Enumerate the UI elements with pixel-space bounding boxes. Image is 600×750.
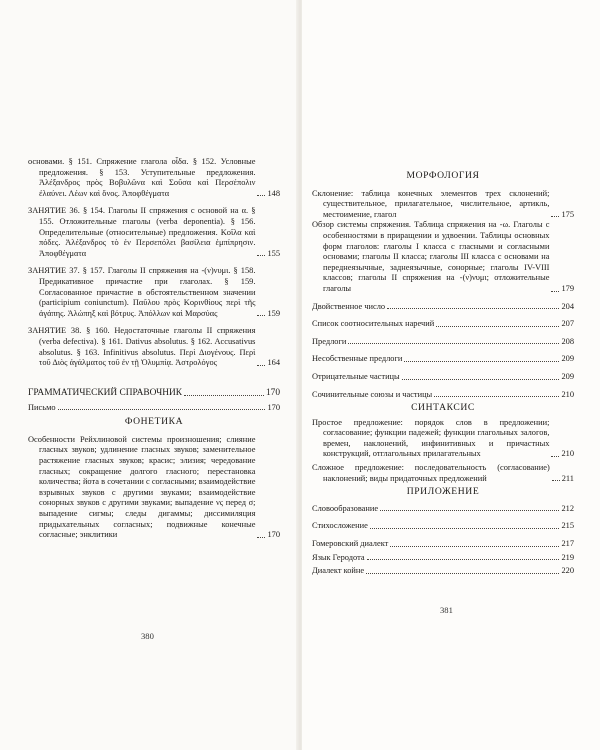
toc-section-grammar-reference <box>28 387 280 399</box>
toc-entry-text: Словообразование <box>312 503 379 513</box>
left-page <box>0 0 298 750</box>
toc-entry <box>312 189 574 221</box>
toc-entry <box>312 220 574 294</box>
toc-entry-page: 155 <box>267 248 280 258</box>
toc-entry-text: Обзор системы спряжения. Таблица спряжения на -ω. Глаголы с особенностями в приращении и удвоении. Таблицы основных форм глаголов: глаголы I класса с гласными и согласными основами; глаголы II класса; глаголы III класса с основами на переднеязычные, заднеязычные, сонорные; глаголы IV-VIII классов; глаголы II спряжения на -(ν)νυμι; отложительные глаголы <box>312 220 550 293</box>
toc-entry-page: 170 <box>265 387 280 398</box>
toc-entry <box>312 354 574 365</box>
toc-entry <box>28 435 280 541</box>
toc-entry-text: Простое предложение: порядок слов в предложении; согласование; функции падежей; функции глагольных залогов, времен, наклонений, инфинитивных и причастных конструкций, отглагольных прилагательных <box>312 417 550 459</box>
toc-entry-page: 208 <box>561 336 574 346</box>
toc-entry-writing <box>28 403 280 414</box>
toc-entry <box>312 463 574 484</box>
toc-entry-page: 220 <box>561 566 574 576</box>
dot-leader <box>552 480 560 481</box>
toc-entry <box>312 418 574 460</box>
toc-entry-page: 179 <box>561 283 574 293</box>
right-page <box>302 0 600 750</box>
dot-leader <box>257 365 265 366</box>
toc-entry <box>28 266 280 319</box>
dot-leader <box>387 308 559 309</box>
dot-leader <box>404 361 559 362</box>
toc-entry-page: 217 <box>561 539 574 549</box>
page-number: 380 <box>141 631 154 641</box>
toc-entry-text: ЗАНЯТИЕ 37. § 157. Глаголы II спряжения на -(ν)νυμι. § 158. Предикативное причастие при глаголах. § 159. Согласованное причастие в обстоятельственном значении (participium coniunctum). Παῦλου πρὸς Κορινθίους περὶ τῆς ἀγάπης. Ἀλώπηξ καὶ βότρυς. Ἀπόλλων καὶ Μαρσύας <box>28 266 256 318</box>
dot-leader <box>370 528 560 529</box>
toc-entry-page: 210 <box>561 449 574 459</box>
dot-leader <box>551 456 559 457</box>
toc-entry <box>312 566 574 577</box>
toc-entry-page: 209 <box>561 354 574 364</box>
toc-entry-page: 210 <box>561 389 574 399</box>
toc-entry <box>312 302 574 313</box>
dot-leader <box>551 216 559 217</box>
dot-leader <box>434 396 559 397</box>
right-toc-column <box>312 171 574 577</box>
toc-entry-page: 204 <box>561 301 574 311</box>
toc-entry-text: Предлоги <box>312 336 347 346</box>
section-heading-appendix: ПРИЛОЖЕНИЕ <box>406 486 480 498</box>
toc-entry-text: Сочинительные союзы и частицы <box>312 389 433 399</box>
toc-entry-text: Список соотносительных наречий <box>312 319 435 329</box>
toc-entry-page: 164 <box>267 358 280 368</box>
toc-entry <box>312 553 574 564</box>
toc-entry <box>312 521 574 532</box>
dot-leader <box>380 510 559 511</box>
toc-entry <box>28 206 280 259</box>
toc-entry-page: 170 <box>267 530 280 540</box>
toc-entry-text: Диалект койне <box>312 566 365 576</box>
dot-leader <box>257 315 265 316</box>
toc-entry-page: 207 <box>561 319 574 329</box>
dot-leader <box>366 573 559 574</box>
toc-entry <box>28 157 280 199</box>
toc-entry <box>28 326 280 368</box>
page-number: 381 <box>440 605 453 615</box>
toc-entry-text: Стихосложение <box>312 521 368 531</box>
dot-leader <box>257 195 265 196</box>
toc-entry-page: 175 <box>561 209 574 219</box>
toc-entry-text: ЗАНЯТИЕ 36. § 154. Глаголы II спряжения с основой на α. § 155. Отложительные глаголы (verba deponentia). § 156. Определительные (относительные) предложения. Κοῖλα καὶ πόδες. Ἀλέξανδρος τὸ ἐν Περσεπόλει βασίλεια ἐμπίπρησιν. Ἀποφθέγματα <box>28 206 256 258</box>
toc-entry-text: Особенности Рейхлиновой системы произношения; слияние гласных звуков; удлинение гласных звуков; заменительное растяжение гласных звуков; красис; элизия; чередование гласных; сокращение долгого гласного; перестановка количества; йота в сочетании с согласными; взаимодействие взрывных звуков с другими звуками; взаимодействие сонорных звуков с другими звуками; выпадение νς перед σ; выпадение сигмы; следы дигаммы; диссимиляция придыхательных согласных; подвижные конечные согласные; энклитики <box>28 434 256 540</box>
toc-entry-text: Двойственное число <box>312 301 386 311</box>
toc-entry-page: 219 <box>561 552 574 562</box>
left-toc-column <box>28 157 280 541</box>
toc-entry <box>312 390 574 401</box>
toc-entry <box>312 319 574 330</box>
dot-leader <box>402 379 560 380</box>
toc-entry-text: Склонение: таблица конечных элементов трех склонений; существительное, прилагательное, числительное, артикль, местоимение, глагол <box>312 188 550 219</box>
toc-entry-page: 170 <box>267 402 280 412</box>
toc-entry-text: Письмо <box>28 402 56 412</box>
toc-entry <box>312 539 574 550</box>
toc-entry-page: 212 <box>561 503 574 513</box>
dot-leader <box>58 409 266 410</box>
dot-leader <box>436 326 559 327</box>
dot-leader <box>348 343 559 344</box>
dot-leader <box>367 559 560 560</box>
dot-leader <box>257 255 265 256</box>
toc-entry-text: Отрицательные частицы <box>312 371 400 381</box>
section-heading-phonetics: ФОНЕТИКА <box>124 416 184 428</box>
toc-entry-page: 215 <box>561 521 574 531</box>
section-heading-morphology: МОРФОЛОГИЯ <box>406 170 480 181</box>
toc-entry-page: 211 <box>561 473 574 483</box>
dot-leader <box>551 291 559 292</box>
toc-entry-text: Гомеровский диалект <box>312 539 389 549</box>
toc-entry <box>312 372 574 383</box>
toc-entry-page: 148 <box>267 188 280 198</box>
toc-entry-page: 209 <box>561 371 574 381</box>
toc-entry <box>312 337 574 348</box>
dot-leader <box>390 546 559 547</box>
section-title: ГРАММАТИЧЕСКИЙ СПРАВОЧНИК <box>28 387 183 398</box>
toc-entry-page: 159 <box>267 308 280 318</box>
toc-entry-text: ЗАНЯТИЕ 38. § 160. Недостаточные глаголы II спряжения (verba defectiva). § 161. Dativus absolutus. § 162. Accusativus absolutus. § 163. Infinitivus absolutus. Περὶ Διογένους. Περὶ τοῦ Διὸς ἀγάλματος τοῦ ἐν τῇ Ὀλυμπίᾳ. Ἀστρολόγος <box>28 326 256 368</box>
dot-leader <box>257 537 265 538</box>
section-heading-syntax: СИНТАКСИС <box>411 402 475 414</box>
dot-leader <box>184 395 264 396</box>
toc-entry-text: Язык Геродота <box>312 552 365 562</box>
toc-entry <box>312 504 574 515</box>
toc-entry-text: Сложное предложение: последовательность (согласование) наклонений; виды придаточных предложений <box>312 463 550 483</box>
toc-entry-text: Несобственные предлоги <box>312 354 403 364</box>
toc-entry-text: основами. § 151. Спряжение глагола οἶδα. § 152. Условные предложения. § 153. Уступительные предложения. Ἀλέξανδρος πρὸς Βοβυλῶνα καὶ Σοῦσα καὶ Περσέπολιν ἐλαύνει. Λέων καὶ ὄνος. Ἀποφθέγματα <box>28 157 256 198</box>
